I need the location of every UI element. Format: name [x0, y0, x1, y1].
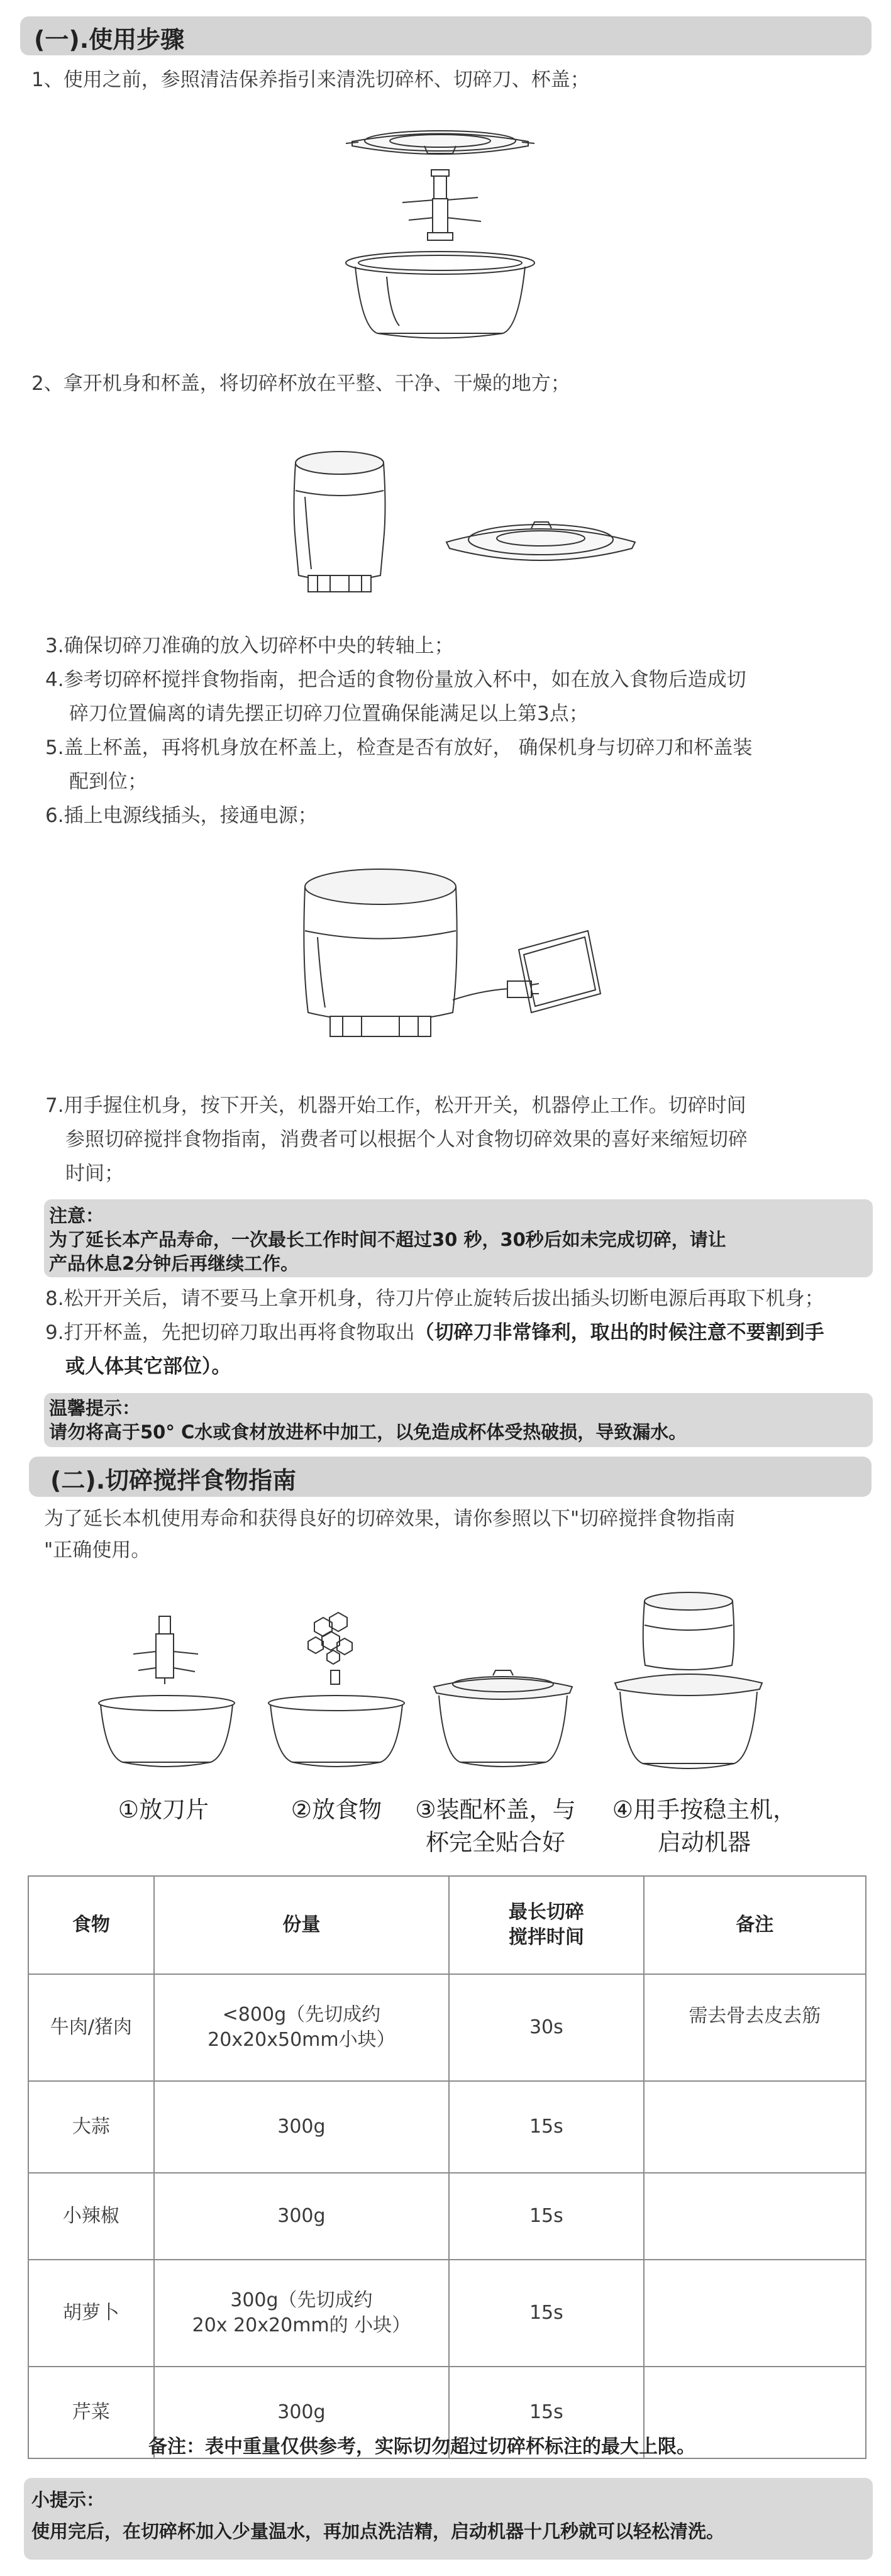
- small-tip-text: 使用完后，在切碎杯加入少量温水，再加点洗洁精，启动机器十几秒就可以轻松清洗。: [31, 2521, 725, 2542]
- add-food-illustration: [264, 1610, 409, 1786]
- header-amount: 份量: [154, 1876, 449, 1974]
- cell-food: 小辣椒: [28, 2173, 154, 2260]
- table-row: [28, 1974, 866, 2081]
- press-start-illustration: [604, 1585, 773, 1792]
- note-line-1: 为了延长本产品寿命，一次最长工作时间不超过30 秒，30秒后如未完成切碎，请让: [49, 1229, 726, 1250]
- step-4-line-2: 碎刀位置偏离的请先摆正切碎刀位置确保能满足以上第3点；: [69, 702, 589, 725]
- table-header-row: [28, 1876, 866, 1974]
- assembled-chopper-plug-illustration: [292, 862, 607, 1069]
- small-tip-label: 小提示：: [31, 2489, 105, 2511]
- table-footnote: 备注：表中重量仅供参考，实际切勿超过切碎杯标注的最大上限。: [148, 2436, 695, 2458]
- cell-amount-line-2: 20x20x50mm小块）: [208, 2029, 396, 2051]
- step-4-line-1: 4.参考切碎杯搅拌食物指南，把合适的食物份量放入杯中，如在放入食物后造成切: [45, 669, 746, 691]
- step-2: 2、拿开机身和杯盖，将切碎杯放在平整、干净、干燥的地方；: [31, 372, 570, 395]
- cell-amount: 300g: [154, 2081, 449, 2173]
- lid-illustration: [440, 503, 641, 579]
- step-9-warning: （切碎刀非常锋利，取出的时候注意不要割到手: [414, 1321, 824, 1344]
- section1-title: (一).使用步骤: [34, 26, 185, 53]
- cell-time: 15s: [449, 2260, 643, 2367]
- cell-time: 15s: [449, 2081, 643, 2173]
- cell-amount-line-1: <800g（先切成约: [222, 2004, 381, 2026]
- section2-title: (二).切碎搅拌食物指南: [50, 1467, 297, 1494]
- step-6: 6.插上电源线插头，接通电源；: [45, 804, 318, 827]
- cell-amount: 300g: [154, 2367, 449, 2458]
- header-time-line-1: 最长切碎: [508, 1901, 584, 1923]
- cell-remark: [644, 2260, 866, 2367]
- step-9-warning-line-2: 或人体其它部位）。: [65, 1355, 231, 1378]
- note-label: 注意：: [49, 1205, 104, 1226]
- cell-amount-line-2: 20x 20x20mm的 小块）: [192, 2314, 411, 2336]
- cell-amount: [154, 2260, 449, 2367]
- step-5-line-2: 配到位；: [69, 770, 147, 793]
- step-caption-4-line-1: ④用手按稳主机，: [612, 1796, 797, 1823]
- step-5-line-1: 5.盖上杯盖，再将机身放在杯盖上，检查是否有放好， 确保机身与切碎刀和杯盖装: [45, 736, 753, 759]
- cell-food: 牛肉/猪肉: [28, 1974, 154, 2081]
- step-caption-2: [267, 1794, 406, 1826]
- step-9-line-1: 9.打开杯盖，先把切碎刀取出再将食物取出（切碎刀非常锋利，取出的时候注意不要割到手: [45, 1321, 824, 1344]
- cell-time: 30s: [449, 1974, 643, 2081]
- step-caption-1-line-1: ①放刀片: [118, 1796, 209, 1823]
- section2-intro-line-1: 为了延长本机使用寿命和获得良好的切碎效果，请你参照以下"切碎搅拌食物指南: [44, 1507, 736, 1530]
- cell-remark: [644, 2081, 866, 2173]
- cell-amount-line-1: 300g（先切成约: [230, 2289, 373, 2311]
- lid-blade-bowl-illustration: [340, 113, 541, 352]
- cell-remark: [644, 2173, 866, 2260]
- step-7-line-2: 参照切碎搅拌食物指南，消费者可以根据个人对食物切碎效果的喜好来缩短切碎: [65, 1128, 748, 1151]
- step-7-line-3: 时间；: [65, 1162, 124, 1185]
- attach-lid-illustration: [428, 1610, 578, 1786]
- header-remark: 备注: [644, 1876, 866, 1974]
- cell-time: 15s: [449, 2173, 643, 2260]
- step-caption-3-line-1: ③装配杯盖，与: [415, 1796, 576, 1823]
- step-caption-4-line-2: 启动机器: [658, 1829, 751, 1856]
- table-row: [28, 2081, 866, 2173]
- place-blade-illustration: [94, 1610, 239, 1786]
- cell-food: 胡萝卜: [28, 2260, 154, 2367]
- step-caption-1: [101, 1794, 226, 1826]
- step-caption-4: [591, 1794, 817, 1859]
- cell-food: 大蒜: [28, 2081, 154, 2173]
- note-line-2: 产品休息2分钟后再继续工作。: [49, 1253, 299, 1274]
- header-food: 食物: [28, 1876, 154, 1974]
- section2-intro-line-2: "正确使用。: [44, 1539, 151, 1562]
- cell-amount: [154, 1974, 449, 2081]
- cell-time: 15s: [449, 2367, 643, 2458]
- step-3: 3.确保切碎刀准确的放入切碎杯中央的转轴上；: [45, 635, 454, 657]
- step-caption-3: [395, 1794, 596, 1859]
- step-1: 1、使用之前，参照清洁保养指引来清洗切碎杯、切碎刀、杯盖；: [31, 69, 590, 91]
- table-row: [28, 2260, 866, 2367]
- step-7-line-1: 7.用手握住机身，按下开关，机器开始工作，松开开关，机器停止工作。切碎时间: [45, 1094, 746, 1117]
- tip-label: 温馨提示：: [49, 1397, 141, 1419]
- header-time-line-2: 搅拌时间: [508, 1926, 584, 1948]
- header-time: [449, 1876, 643, 1974]
- step-8: 8.松开开关后，请不要马上拿开机身，待刀片停止旋转后拔出插头切断电源后再取下机身；: [45, 1287, 824, 1310]
- motor-body-illustration: [280, 447, 399, 597]
- cell-remark: 需去骨去皮去筋: [644, 1974, 866, 2081]
- tip-text: 请勿将高于50° C水或食材放进杯中加工，以免造成杯体受热破损，导致漏水。: [49, 1421, 687, 1443]
- table-row: [28, 2173, 866, 2260]
- step-caption-2-line-1: ②放食物: [291, 1796, 382, 1823]
- small-tip-box: [24, 2478, 873, 2560]
- cell-food: 芹菜: [28, 2367, 154, 2458]
- step-caption-3-line-2: 杯完全贴合好: [426, 1829, 565, 1856]
- food-guide-table: [28, 1875, 866, 2459]
- cell-amount: 300g: [154, 2173, 449, 2260]
